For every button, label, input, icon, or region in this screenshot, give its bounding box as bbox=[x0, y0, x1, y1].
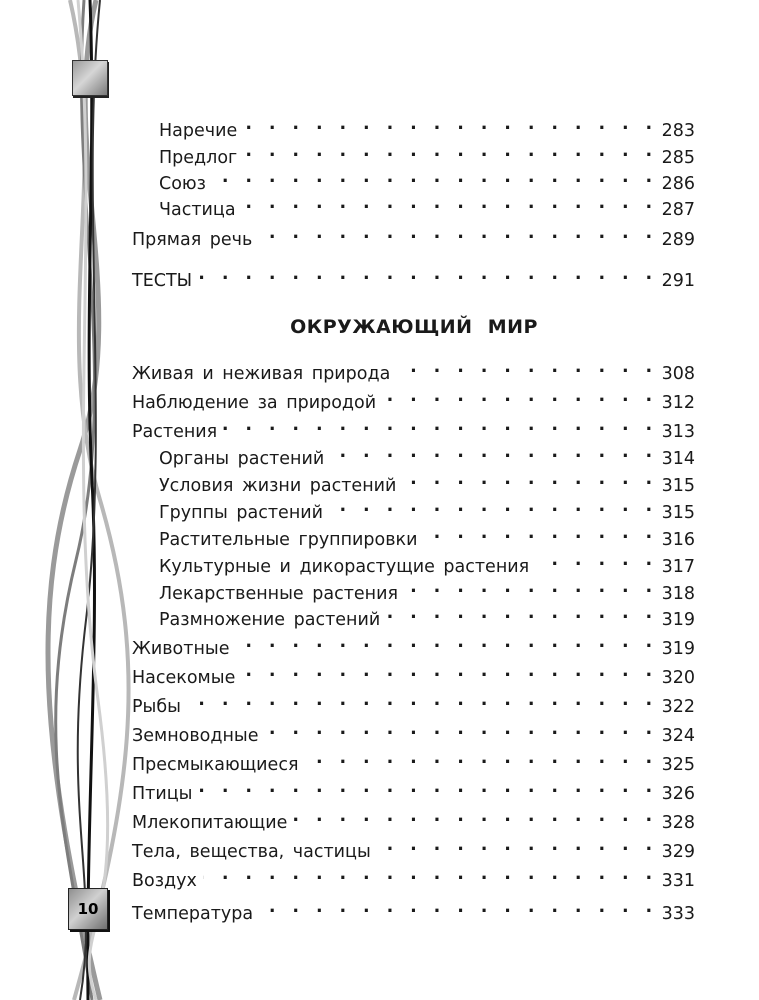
toc-entry-page: 315 bbox=[661, 503, 695, 523]
decorative-spine bbox=[0, 0, 140, 1000]
toc-entry-page: 315 bbox=[661, 476, 695, 496]
toc-entry-page: 324 bbox=[661, 726, 695, 746]
toc-entry-title: Наблюдение за природой bbox=[132, 393, 377, 413]
toc-entry-page: 326 bbox=[661, 784, 695, 804]
dot-leader bbox=[396, 355, 657, 379]
section-heading: ОКРУЖАЮЩИЙ МИР bbox=[290, 316, 538, 338]
toc-entry-page: 325 bbox=[661, 755, 695, 775]
toc-entry bbox=[159, 601, 695, 630]
toc-entry bbox=[132, 630, 695, 659]
toc-entry bbox=[159, 467, 695, 496]
dot-leader bbox=[329, 494, 658, 518]
toc-entry bbox=[159, 494, 695, 523]
toc-entry-title: Растительные группировки bbox=[159, 530, 418, 550]
dot-leader bbox=[243, 139, 657, 163]
dot-leader bbox=[241, 659, 657, 683]
dot-leader bbox=[198, 262, 657, 286]
dot-leader bbox=[424, 521, 658, 545]
toc-entry-page: 322 bbox=[661, 697, 695, 717]
toc-entry bbox=[132, 221, 695, 250]
toc-entry-page: 316 bbox=[661, 530, 695, 550]
toc-entry-title: Животные bbox=[132, 639, 230, 659]
dot-leader bbox=[264, 717, 657, 741]
dot-leader bbox=[293, 804, 657, 828]
toc-entry-title: Птицы bbox=[132, 784, 193, 804]
dot-leader bbox=[223, 413, 657, 437]
toc-entry-title: Условия жизни растений bbox=[159, 476, 397, 496]
toc-entry bbox=[159, 191, 695, 220]
toc-entry-page: 312 bbox=[661, 393, 695, 413]
toc-entry bbox=[132, 804, 695, 833]
toc-entry-title: Союз bbox=[159, 174, 206, 194]
toc-entry bbox=[132, 413, 695, 442]
decorative-square bbox=[72, 60, 108, 96]
toc-entry-title: Растения bbox=[132, 422, 218, 442]
toc-entry-page: 329 bbox=[661, 842, 695, 862]
toc-entry-title: Насекомые bbox=[132, 668, 236, 688]
toc-entry-title: Рыбы bbox=[132, 697, 181, 717]
toc-entry-title: ТЕСТЫ bbox=[132, 271, 193, 291]
toc-entry-title: Млекопитающие bbox=[132, 813, 288, 833]
dot-leader bbox=[258, 221, 657, 245]
toc-entry-page: 291 bbox=[661, 271, 695, 291]
dot-leader bbox=[198, 775, 657, 799]
toc-entry bbox=[159, 575, 695, 604]
toc-entry bbox=[132, 717, 695, 746]
toc-entry bbox=[132, 833, 695, 862]
dot-leader bbox=[386, 601, 657, 625]
toc-entry bbox=[132, 262, 695, 291]
toc-entry-title: Тела, вещества, частицы bbox=[132, 842, 371, 862]
dot-leader bbox=[382, 384, 657, 408]
toc-entry-title: Пресмыкающиеся bbox=[132, 755, 299, 775]
toc-entry-page: 283 bbox=[661, 121, 695, 141]
toc-entry bbox=[132, 862, 695, 891]
dot-leader bbox=[259, 895, 658, 919]
toc-entry-page: 308 bbox=[661, 364, 695, 384]
toc-entry-page: 286 bbox=[661, 174, 695, 194]
toc-entry-title: Живая и неживая природа bbox=[132, 364, 391, 384]
toc-entry-title: Частица bbox=[159, 200, 236, 220]
toc-entry-page: 319 bbox=[661, 610, 695, 630]
toc-entry-page: 314 bbox=[661, 449, 695, 469]
toc-entry bbox=[132, 384, 695, 413]
toc-entry bbox=[132, 688, 695, 717]
toc-entry bbox=[159, 112, 695, 141]
toc-entry-page: 333 bbox=[661, 904, 695, 924]
toc-entry-page: 319 bbox=[661, 639, 695, 659]
dot-leader bbox=[242, 191, 658, 215]
dot-leader bbox=[377, 833, 658, 857]
dot-leader bbox=[404, 575, 658, 599]
toc-entry-page: 328 bbox=[661, 813, 695, 833]
toc-entry bbox=[159, 165, 695, 194]
toc-entry-page: 287 bbox=[661, 200, 695, 220]
toc-entry bbox=[132, 775, 695, 804]
toc-entry-title: Земноводные bbox=[132, 726, 259, 746]
toc-entry bbox=[159, 139, 695, 168]
toc-entry-page: 317 bbox=[661, 557, 695, 577]
toc-entry-title: Группы растений bbox=[159, 503, 324, 523]
toc-entry bbox=[132, 355, 695, 384]
dot-leader bbox=[304, 746, 657, 770]
toc-entry-page: 313 bbox=[661, 422, 695, 442]
toc-entry-title: Органы растений bbox=[159, 449, 325, 469]
toc-entry-page: 331 bbox=[661, 871, 695, 891]
toc-entry-page: 289 bbox=[661, 230, 695, 250]
page-number: 10 bbox=[68, 888, 108, 930]
dot-leader bbox=[330, 440, 657, 464]
toc-entry bbox=[159, 440, 695, 469]
toc-entry-title: Прямая речь bbox=[132, 230, 253, 250]
dot-leader bbox=[243, 112, 657, 136]
dot-leader bbox=[203, 862, 658, 886]
toc-entry-page: 320 bbox=[661, 668, 695, 688]
dot-leader bbox=[535, 548, 657, 572]
toc-entry-title: Предлог bbox=[159, 148, 238, 168]
spine-strand-gray-2 bbox=[70, 0, 129, 1000]
dot-leader bbox=[402, 467, 657, 491]
toc-entry bbox=[159, 548, 695, 577]
toc-entry-page: 318 bbox=[661, 584, 695, 604]
toc-entry-title: Размножение растений bbox=[159, 610, 381, 630]
toc-entry bbox=[159, 521, 695, 550]
dot-leader bbox=[235, 630, 657, 654]
toc-entry bbox=[132, 746, 695, 775]
toc-entry bbox=[132, 895, 695, 924]
dot-leader bbox=[187, 688, 658, 712]
toc-entry-title: Культурные и дикорастущие растения bbox=[159, 557, 530, 577]
toc-entry-title: Воздух bbox=[132, 871, 197, 891]
toc-entry-page: 285 bbox=[661, 148, 695, 168]
toc-entry-title: Температура bbox=[132, 904, 254, 924]
dot-leader bbox=[212, 165, 658, 189]
toc-entry bbox=[132, 659, 695, 688]
toc-entry-title: Лекарственные растения bbox=[159, 584, 399, 604]
toc-entry-title: Наречие bbox=[159, 121, 238, 141]
